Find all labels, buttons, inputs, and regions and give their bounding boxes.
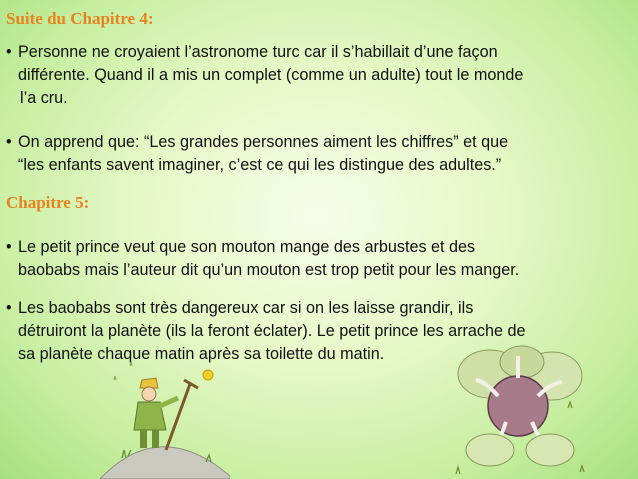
prince-head xyxy=(142,387,156,401)
bullet-text: baobabs mais l’auteur dit qu’un mouton est trop petit pour les manger. xyxy=(18,261,520,279)
prince-leg-right xyxy=(152,430,159,448)
little-prince-illustration xyxy=(100,358,230,479)
star-icon xyxy=(203,370,213,380)
bullet-text: On apprend que: “Les grandes personnes aiment les chiffres” et que xyxy=(18,133,509,151)
baobab-crown-bottom-left xyxy=(466,434,514,466)
planet-surface xyxy=(100,447,230,479)
bullet-mouton xyxy=(6,236,634,282)
bullet-text: détruiront la planète (ils la feront éclater). Le petit prince les arrache de xyxy=(18,322,526,340)
bullet-dot: • xyxy=(6,133,12,151)
bullet-dot: • xyxy=(6,43,12,61)
baobab-crown-top xyxy=(500,346,544,378)
bullet-dot: • xyxy=(6,238,12,256)
bullet-text: l’a cru. xyxy=(20,89,68,107)
bullet-astronome xyxy=(6,41,634,110)
bullet-text: Le petit prince veut que son mouton mange des arbustes et des xyxy=(18,238,476,256)
planet-icon xyxy=(488,376,548,436)
bullet-dot: • xyxy=(6,299,12,317)
bullet-text: “les enfants savent imaginer, c’est ce qui les distingue des adultes.” xyxy=(18,156,502,174)
bullet-text: sa planète chaque matin après sa toilette du matin. xyxy=(18,345,385,363)
baobab-crown-bottom-right xyxy=(526,434,574,466)
rake-handle xyxy=(166,384,190,450)
bullet-text: Personne ne croyaient l’astronome turc car il s’habillait d’une façon xyxy=(18,43,498,61)
heading-chapitre-5: Chapitre 5: xyxy=(6,193,90,212)
bullet-grandes-personnes xyxy=(6,131,634,177)
heading-suite-chapitre-4: Suite du Chapitre 4: xyxy=(6,9,154,28)
grass-tufts xyxy=(114,362,132,380)
prince-arm xyxy=(160,398,178,406)
rake-head xyxy=(184,380,198,388)
bullet-text: différente. Quand il a mis un complet (comme un adulte) tout le monde xyxy=(18,66,524,84)
bullet-text: Les baobabs sont très dangereux car si on les laisse grandir, ils xyxy=(18,299,474,317)
prince-leg-left xyxy=(140,430,147,448)
baobab-illustration xyxy=(450,338,588,479)
